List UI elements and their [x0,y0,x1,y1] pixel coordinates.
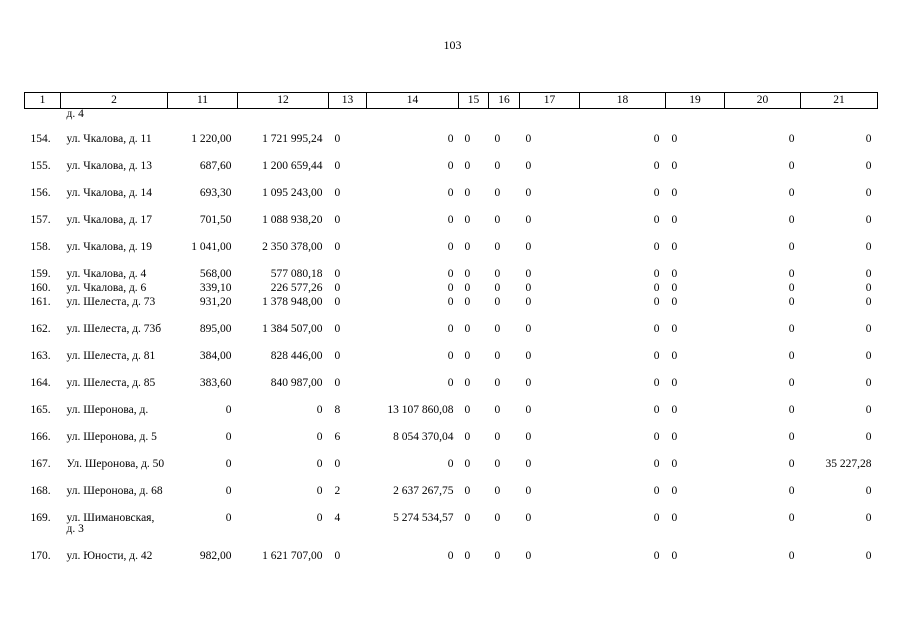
table-row [25,512,878,550]
cell-c16: 0 [494,377,501,389]
cell-c13: 0 [334,458,341,470]
cell-c19: 0 [671,377,678,389]
cell-c11: 693,30 [199,187,232,199]
cell-c19: 0 [671,241,678,253]
cell-addr: Ул. Шеронова, д. 50 [66,458,165,470]
cell-c17: 0 [525,550,532,562]
cell-c21: 0 [865,512,872,524]
header-cell: 13 [329,93,367,109]
cell-c15: 0 [464,214,471,226]
cell-c13: 0 [334,133,341,145]
cell-c19: 0 [671,296,678,308]
cell-c14: 0 [447,458,454,470]
cell-c13: 0 [334,550,341,562]
cell-c20: 0 [788,323,795,335]
cell-n: 158. [30,241,51,253]
cell-c16: 0 [494,133,501,145]
cell-c14: 13 107 860,08 [387,404,454,416]
cell-c13: 0 [334,160,341,172]
cell-addr: ул. Шеронова, д. [66,404,149,416]
cell-c12: 0 [316,431,323,443]
cell-c18: 0 [653,512,660,524]
table-row [25,377,878,404]
cell-c20: 0 [788,404,795,416]
cell-c16: 0 [494,550,501,562]
table-row [25,485,878,512]
cell-c17: 0 [525,214,532,226]
cell-addr: ул. Шеронова, д. 68 [66,485,163,497]
cell-c19: 0 [671,323,678,335]
cell-c17: 0 [525,377,532,389]
cell-c21: 0 [865,268,872,280]
cell-c18: 0 [653,160,660,172]
cell-addr: ул. Шелеста, д. 81 [66,350,156,362]
cell-c19: 0 [671,512,678,524]
cell-c14: 0 [447,350,454,362]
cell-c15: 0 [464,296,471,308]
cell-c13: 0 [334,296,341,308]
cell-c17: 0 [525,241,532,253]
cell-c16: 0 [494,282,501,294]
table-row [25,268,878,282]
cell-c12: 577 080,18 [270,268,323,280]
cell-n: 154. [30,133,51,145]
cell-c15: 0 [464,485,471,497]
table-row [25,350,878,377]
cell-addr: ул. Чкалова, д. 6 [66,282,147,294]
cell-n: 164. [30,377,51,389]
cell-n: 159. [30,268,51,280]
cell-c19: 0 [671,160,678,172]
cell-c21: 0 [865,214,872,226]
table-row [25,458,878,485]
cell-addr: ул. Чкалова, д. 17 [66,214,153,226]
cell-c12: 0 [316,512,323,524]
cell-c11: 0 [225,485,232,497]
cell-c18: 0 [653,187,660,199]
table-row [25,404,878,431]
cell-c13: 8 [334,404,341,416]
cell-n: 169. [30,512,51,524]
cell-n: 161. [30,296,51,308]
cell-c20: 0 [788,214,795,226]
cell-addr: ул. Чкалова, д. 14 [66,187,153,199]
cell-c16: 0 [494,458,501,470]
cell-c14: 0 [447,550,454,562]
cell-c18: 0 [653,431,660,443]
cell-c16: 0 [494,350,501,362]
cell-c19: 0 [671,214,678,226]
cell-c19: 0 [671,133,678,145]
cell-c14: 0 [447,268,454,280]
cell-c11: 339,10 [199,282,232,294]
table-row [25,431,878,458]
cell-c17: 0 [525,512,532,524]
cell-c18: 0 [653,282,660,294]
cell-c20: 0 [788,512,795,524]
cell-c20: 0 [788,241,795,253]
cell-c19: 0 [671,404,678,416]
cell-c15: 0 [464,350,471,362]
page-number: 103 [443,38,462,52]
cell-c19: 0 [671,282,678,294]
cell-n: 165. [30,404,51,416]
cell-c12: 1 621 707,00 [262,550,323,562]
cell-c21: 0 [865,282,872,294]
cell-c15: 0 [464,241,471,253]
cell-c15: 0 [464,550,471,562]
cell-c18: 0 [653,133,660,145]
cell-c20: 0 [788,187,795,199]
cell-n: 156. [30,187,51,199]
cell-c19: 0 [671,350,678,362]
cell-c21: 0 [865,133,872,145]
cell-c11: 895,00 [199,323,232,335]
header-cell: 18 [580,93,666,109]
cell-c13: 0 [334,323,341,335]
cell-c21: 0 [865,296,872,308]
header-cell: 2 [61,93,168,109]
cell-n: 167. [30,458,51,470]
table-row [25,241,878,268]
cell-c20: 0 [788,282,795,294]
cell-c20: 0 [788,133,795,145]
cell-c17: 0 [525,485,532,497]
cell-c12: 0 [316,458,323,470]
cell-c16: 0 [494,296,501,308]
cell-c21: 35 227,28 [825,458,872,470]
cell-c16: 0 [494,160,501,172]
cell-c19: 0 [671,268,678,280]
cell-c13: 6 [334,431,341,443]
table-row [25,133,878,160]
cell-c15: 0 [464,431,471,443]
cell-c12: 2 350 378,00 [262,241,323,253]
cell-c12: 828 446,00 [270,350,323,362]
cell-c18: 0 [653,214,660,226]
cell-c11: 0 [225,431,232,443]
header-cell: 19 [666,93,725,109]
cell-c19: 0 [671,458,678,470]
cell-c17: 0 [525,296,532,308]
header-cell: 21 [801,93,878,109]
cell-c17: 0 [525,268,532,280]
cell-c12: 0 [316,485,323,497]
table-row-fragment [25,109,878,123]
cell-addr: ул. Шелеста, д. 73 [66,296,156,308]
cell-c18: 0 [653,350,660,362]
cell-c20: 0 [788,377,795,389]
cell-c11: 701,50 [199,214,232,226]
cell-c15: 0 [464,377,471,389]
cell-c17: 0 [525,323,532,335]
cell-c18: 0 [653,404,660,416]
cell-c13: 0 [334,241,341,253]
cell-c20: 0 [788,431,795,443]
cell-addr: ул. Чкалова, д. 11 [66,133,152,145]
cell-addr: ул. Шелеста, д. 85 [66,377,156,389]
cell-c16: 0 [494,404,501,416]
cell-c21: 0 [865,377,872,389]
cell-n: 166. [30,431,51,443]
table-row [25,214,878,241]
cell-c18: 0 [653,377,660,389]
cell-c18: 0 [653,323,660,335]
cell-c11: 931,20 [199,296,232,308]
cell-c21: 0 [865,431,872,443]
cell-c11: 1 041,00 [191,241,232,253]
cell-c16: 0 [494,323,501,335]
cell-c14: 2 637 267,75 [393,485,454,497]
cell-c11: 982,00 [199,550,232,562]
cell-c19: 0 [671,431,678,443]
cell-n: 170. [30,550,51,562]
cell-c20: 0 [788,268,795,280]
cell-c14: 0 [447,323,454,335]
cell-c12: 0 [316,404,323,416]
header-cell: 1 [25,93,61,109]
cell-n: 168. [30,485,51,497]
table-row [25,282,878,296]
cell-c20: 0 [788,160,795,172]
cell-c11: 1 220,00 [191,133,232,145]
cell-c13: 0 [334,350,341,362]
cell-c11: 0 [225,512,232,524]
cell-c12: 1 721 995,24 [262,133,323,145]
cell-c11: 687,60 [199,160,232,172]
cell-c13: 0 [334,268,341,280]
header-cell: 14 [367,93,459,109]
cell-c21: 0 [865,350,872,362]
table-row [25,187,878,214]
cell-c17: 0 [525,350,532,362]
header-cell: 12 [238,93,329,109]
table-row [25,296,878,323]
header-cell: 17 [520,93,580,109]
cell-c12: 840 987,00 [270,377,323,389]
cell-c14: 0 [447,282,454,294]
address-fragment: д. 4 [66,108,84,120]
cell-c12: 1 095 243,00 [262,187,323,199]
cell-c21: 0 [865,241,872,253]
cell-c19: 0 [671,485,678,497]
data-table [24,92,878,577]
cell-c15: 0 [464,512,471,524]
table-row [25,323,878,350]
cell-c20: 0 [788,350,795,362]
cell-c14: 0 [447,214,454,226]
cell-c18: 0 [653,458,660,470]
cell-c13: 0 [334,187,341,199]
cell-c16: 0 [494,241,501,253]
header-cell: 16 [489,93,520,109]
cell-c17: 0 [525,282,532,294]
cell-addr: ул. Шелеста, д. 73б [66,323,162,335]
cell-c12: 1 384 507,00 [262,323,323,335]
cell-c21: 0 [865,323,872,335]
cell-addr: ул. Юности, д. 42 [66,550,153,562]
cell-c15: 0 [464,323,471,335]
cell-n: 163. [30,350,51,362]
cell-c16: 0 [494,485,501,497]
cell-c19: 0 [671,187,678,199]
cell-c15: 0 [464,133,471,145]
cell-c20: 0 [788,485,795,497]
cell-c16: 0 [494,431,501,443]
cell-c15: 0 [464,268,471,280]
cell-c11: 384,00 [199,350,232,362]
cell-c11: 0 [225,404,232,416]
cell-c13: 4 [334,512,341,524]
cell-c20: 0 [788,296,795,308]
cell-addr: ул. Чкалова, д. 19 [66,241,153,253]
cell-c17: 0 [525,187,532,199]
cell-c14: 0 [447,241,454,253]
cell-c17: 0 [525,404,532,416]
cell-c18: 0 [653,241,660,253]
cell-c13: 2 [334,485,341,497]
cell-c13: 0 [334,282,341,294]
cell-c17: 0 [525,133,532,145]
cell-c14: 5 274 534,57 [393,512,454,524]
cell-addr: ул. Чкалова, д. 13 [66,160,153,172]
cell-c12: 1 378 948,00 [262,296,323,308]
cell-c11: 568,00 [199,268,232,280]
cell-n: 155. [30,160,51,172]
cell-c15: 0 [464,160,471,172]
cell-c21: 0 [865,160,872,172]
cell-c17: 0 [525,431,532,443]
cell-c13: 0 [334,214,341,226]
cell-c19: 0 [671,550,678,562]
cell-c18: 0 [653,296,660,308]
table-body [25,109,878,578]
cell-c12: 226 577,26 [270,282,323,294]
cell-c17: 0 [525,160,532,172]
cell-c15: 0 [464,282,471,294]
cell-c15: 0 [464,458,471,470]
cell-c16: 0 [494,187,501,199]
cell-c16: 0 [494,512,501,524]
cell-c12: 1 088 938,20 [262,214,323,226]
cell-c21: 0 [865,550,872,562]
cell-c11: 383,60 [199,377,232,389]
header-cell: 15 [459,93,489,109]
cell-c21: 0 [865,404,872,416]
cell-n: 160. [30,282,51,294]
cell-c15: 0 [464,404,471,416]
header-cell: 20 [725,93,801,109]
cell-c18: 0 [653,485,660,497]
cell-c21: 0 [865,187,872,199]
cell-c11: 0 [225,458,232,470]
cell-addr: ул. Чкалова, д. 4 [66,268,147,280]
cell-c17: 0 [525,458,532,470]
cell-c14: 0 [447,160,454,172]
cell-c14: 0 [447,133,454,145]
cell-c16: 0 [494,268,501,280]
cell-c20: 0 [788,458,795,470]
cell-addr: ул. Шимановская, д. 3 [66,512,155,535]
cell-c20: 0 [788,550,795,562]
table-row [25,160,878,187]
cell-c18: 0 [653,268,660,280]
cell-c14: 8 054 370,04 [393,431,454,443]
header-row [25,93,878,109]
cell-c14: 0 [447,377,454,389]
cell-c21: 0 [865,485,872,497]
cell-c16: 0 [494,214,501,226]
header-cell: 11 [168,93,238,109]
cell-c13: 0 [334,377,341,389]
cell-c15: 0 [464,187,471,199]
cell-c14: 0 [447,187,454,199]
cell-n: 157. [30,214,51,226]
cell-c18: 0 [653,550,660,562]
cell-addr: ул. Шеронова, д. 5 [66,431,157,443]
cell-c14: 0 [447,296,454,308]
cell-c12: 1 200 659,44 [262,160,323,172]
table-row [25,550,878,577]
cell-n: 162. [30,323,51,335]
